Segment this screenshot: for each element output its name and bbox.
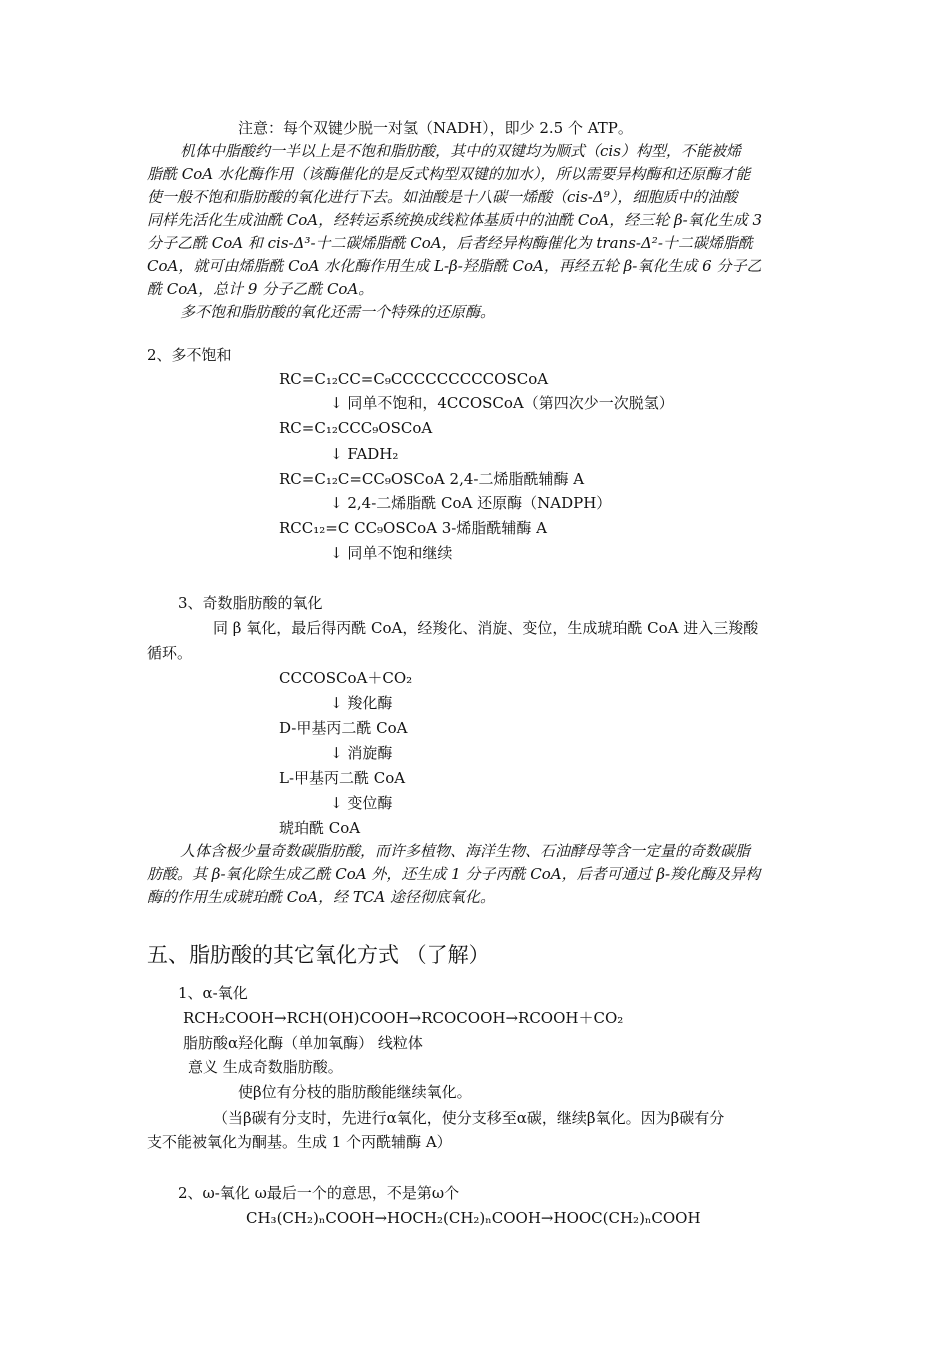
paragraph-line: 同样先活化生成油酰 CoA，经转运系统换成线粒体基质中的油酰 CoA，经三轮 β-氧化生成 3 (147, 211, 763, 229)
paragraph-line: 人体含极少量奇数碳脂肪酸，而许多植物、海洋生物、石油酵母等含一定量的奇数碳脂 (180, 842, 751, 860)
reaction-step: RC=C₁₂CC=C₉CCCCCCCCCOSCoA (279, 370, 549, 388)
section-heading: 五、脂肪酸的其它氧化方式 （了解） (147, 943, 490, 967)
note-line: 注意：每个双键少脱一对氢（NADH），即少 2.5 个 ATP。 (238, 119, 633, 137)
paragraph-line: 酶的作用生成琥珀酰 CoA，经 TCA 途径彻底氧化。 (147, 888, 495, 906)
reaction-equation: RCH₂COOH→RCH(OH)COOH→RCOCOOH→RCOOH＋CO₂ (183, 1009, 624, 1027)
paragraph-line: 使一般不饱和脂肪酸的氧化进行下去。如油酸是十八碳一烯酸（cis-Δ⁹），细胞质中的油酸 (147, 188, 738, 206)
section-title: 2、多不饱和 (147, 346, 232, 364)
paragraph-line: 脂酰 CoA 水化酶作用（该酶催化的是反式构型双键的加水），所以需要异构酶和还原酶才能 (147, 165, 751, 183)
paragraph-line: 多不饱和脂肪酸的氧化还需一个特殊的还原酶。 (180, 303, 496, 321)
reaction-arrow: ↓ 2,4-二烯脂酰 CoA 还原酶（NADPH） (330, 494, 612, 512)
paragraph-line: 机体中脂酸约一半以上是不饱和脂肪酸，其中的双键均为顺式（cis）构型，不能被烯 (180, 142, 741, 160)
paragraph-line: 支不能被氧化为酮基。生成 1 个丙酰辅酶 A） (147, 1133, 452, 1151)
reaction-arrow: ↓ 同单不饱和，4CCOSCoA（第四次少一次脱氢） (330, 394, 674, 412)
meaning-line: 意义 生成奇数脂肪酸。 (188, 1058, 343, 1076)
reaction-step: 琥珀酰 CoA (279, 819, 361, 837)
reaction-arrow: ↓ 变位酶 (330, 794, 393, 812)
paragraph-line: 循环。 (147, 644, 193, 662)
meaning-line: 使β位有分枝的脂肪酸能继续氧化。 (238, 1083, 472, 1101)
reaction-arrow: ↓ FADH₂ (330, 445, 399, 463)
reaction-step: RC=C₁₂C=CC₉OSCoA 2,4-二烯脂酰辅酶 A (279, 470, 585, 488)
reaction-step: RCC₁₂=C CC₉OSCoA 3-烯脂酰辅酶 A (279, 519, 547, 537)
paragraph-line: CoA，就可由烯脂酰 CoA 水化酶作用生成 L-β-羟脂酰 CoA，再经五轮 β-氧化生成 6 分子乙 (147, 257, 762, 275)
reaction-step: RC=C₁₂CCC₉OSCoA (279, 419, 433, 437)
reaction-step: CCCOSCoA＋CO₂ (279, 669, 413, 687)
enzyme-line: 脂肪酸α羟化酶（单加氧酶） 线粒体 (183, 1034, 423, 1052)
paragraph-line: （当β碳有分支时，先进行α氧化，使分支移至α碳，继续β氧化。因为β碳有分 (213, 1109, 725, 1127)
reaction-arrow: ↓ 消旋酶 (330, 744, 393, 762)
reaction-step: D-甲基丙二酰 CoA (279, 719, 408, 737)
section-title: 1、α-氧化 (178, 984, 248, 1002)
paragraph-line: 酰 CoA，总计 9 分子乙酰 CoA。 (147, 280, 374, 298)
paragraph-line: 同 β 氧化，最后得丙酰 CoA，经羧化、消旋、变位，生成琥珀酰 CoA 进入三羧酸 (213, 619, 759, 637)
reaction-step: L-甲基丙二酰 CoA (279, 769, 406, 787)
section-title: 2、ω-氧化 ω最后一个的意思，不是第ω个 (178, 1184, 460, 1202)
reaction-equation: CH₃(CH₂)ₙCOOH→HOCH₂(CH₂)ₙCOOH→HOOC(CH₂)ₙCOOH (246, 1209, 701, 1227)
section-title: 3、奇数脂肪酸的氧化 (178, 594, 323, 612)
reaction-arrow: ↓ 同单不饱和继续 (330, 544, 453, 562)
paragraph-line: 分子乙酰 CoA 和 cis-Δ³-十二碳烯脂酰 CoA，后者经异构酶催化为 trans-Δ²-十二碳烯脂酰 (147, 234, 753, 252)
paragraph-line: 肪酸。其 β-氧化除生成乙酰 CoA 外，还生成 1 分子丙酰 CoA，后者可通过 β-羧化酶及异构 (147, 865, 761, 883)
reaction-arrow: ↓ 羧化酶 (330, 694, 393, 712)
